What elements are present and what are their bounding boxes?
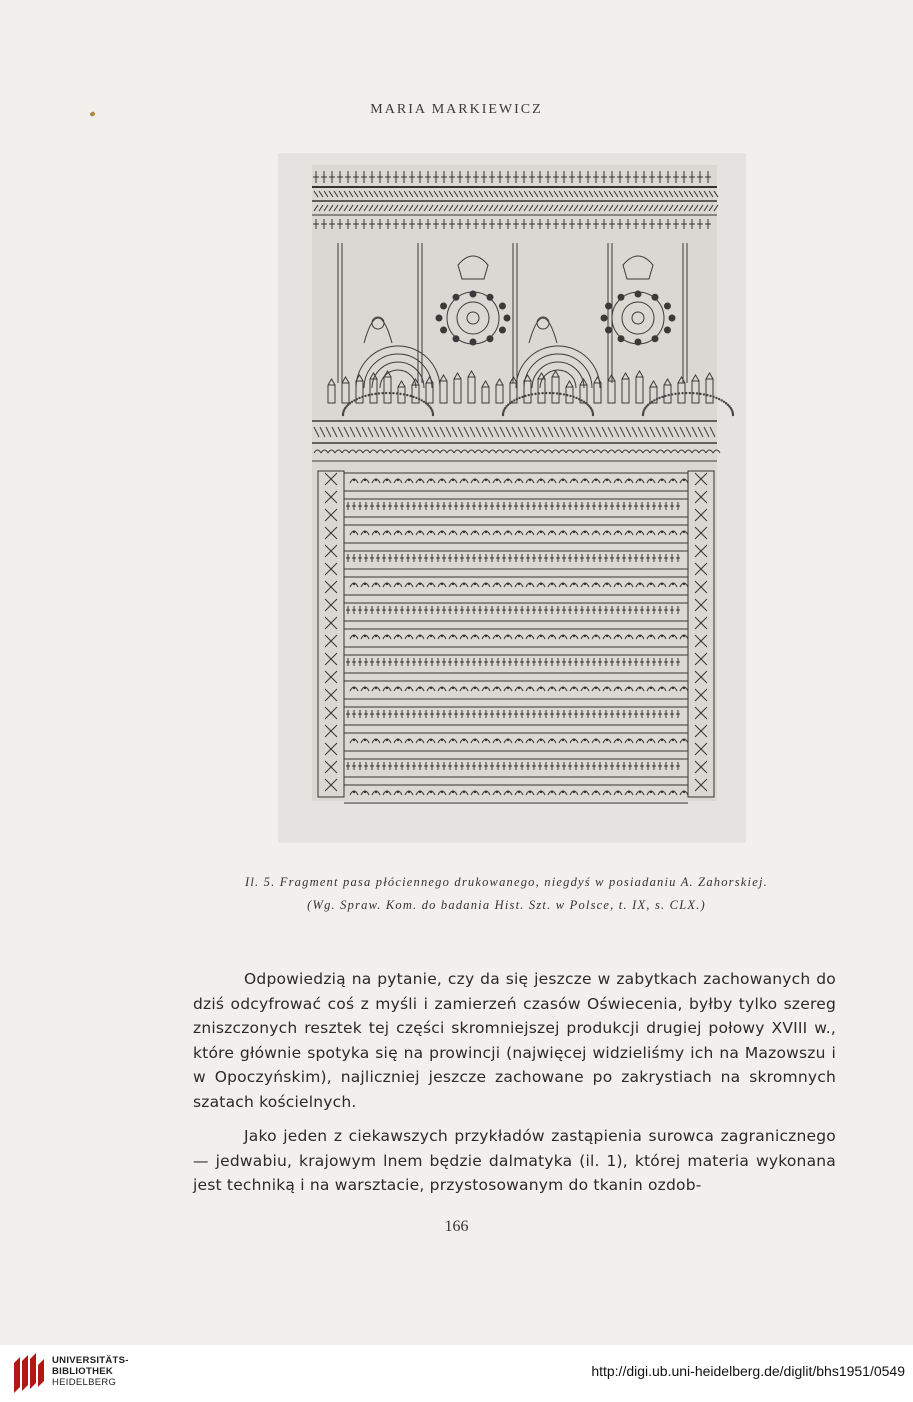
paragraph-1: Odpowiedzią na pytanie, czy da się jeszcze w zabytkach zachowanych do dziś odcyfrować coś z myśli i zamierzeń czasów Oświecenia, byłby tylko szereg zniszczonych resztek tej części skromniejszej produkcji drugiej połowy XVIII w., które głównie spotyka się na prowincji (najwięcej widzieliśmy ich na Mazowszu i w Opoczyńskim), najliczniej jeszcze zachowane po zakrystiach na skromnych szatach kościelnych. [193,970,836,1111]
body-text [193,967,836,1208]
library-logo-icon [10,1353,48,1395]
logo-line-1: UNIVERSITÄTS- [52,1355,129,1366]
logo-line-3: HEIDELBERG [52,1377,117,1388]
library-footer [0,1345,913,1402]
logo-line-2: BIBLIOTHEK [52,1366,114,1377]
figure-caption-line-1: Il. 5. Fragment pasa płóciennego drukowanego, niegdyś w posiadaniu A. Zahorskiej. [245,875,768,889]
printed-linen-band-image [278,153,746,843]
paragraph-2: Jako jeden z ciekawszych przykładów zastąpienia surowca zagranicznego — jedwabiu, krajowym lnem będzie dalmatyka (il. 1), której materia wykonana jest techniką i na warsztacie, przystosowanym do tkanin ozdob- [193,1127,836,1194]
permalink-url[interactable]: http://digi.ub.uni-heidelberg.de/diglit/bhs1951/0549 [591,1363,905,1379]
running-head: MARIA MARKIEWICZ [370,102,543,117]
figure-caption-line-2: (Wg. Spraw. Kom. do badania Hist. Szt. w Polsce, t. IX, s. CLX.) [307,898,706,912]
library-logo-text [52,1355,129,1388]
page-number: 166 [444,1218,469,1235]
figure-plate [278,153,746,843]
